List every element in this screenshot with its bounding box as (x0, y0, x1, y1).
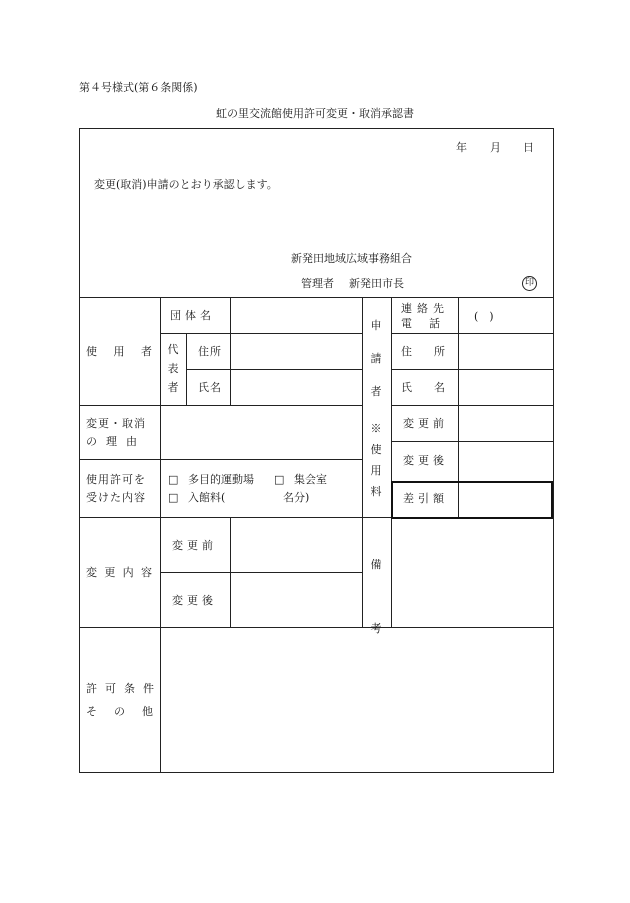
manager-label: 管理者 (301, 277, 334, 290)
option-meeting-room: 集会室 (294, 473, 327, 486)
divider-address-row (186, 369, 362, 370)
fee-before-label: 変更前 (403, 417, 448, 430)
applicant-label: 申請者 (370, 319, 382, 398)
option-entry-fee: 入館料( (188, 491, 226, 504)
organization-name: 新発田地域広域事務組合 (291, 252, 412, 265)
seal-icon: 印 (522, 276, 537, 291)
col-user-value (230, 297, 231, 406)
user-address-label: 住所 (198, 345, 222, 358)
user-name-label: 氏名 (198, 381, 222, 394)
permit-content-line2: 受けた内容 (86, 491, 146, 504)
conditions-label-line2: その他 (86, 705, 170, 718)
divider-contact-row (391, 333, 553, 334)
divider-approval (79, 297, 553, 298)
group-name-label: 団体名 (170, 309, 215, 322)
representative-label: 代表者 (167, 343, 179, 394)
checkbox-sports-field[interactable]: □ (168, 473, 179, 486)
change-content-label: 変 更 内 容 (86, 566, 152, 579)
change-after-label: 変更後 (172, 594, 217, 607)
applicant-address-label: 住所 (401, 345, 467, 358)
col-middle-right (391, 297, 392, 628)
form-frame (79, 128, 554, 773)
checkbox-meeting-room[interactable]: □ (274, 473, 285, 486)
col-middle-left (362, 297, 363, 628)
form-number: 第４号様式(第６条関係) (79, 81, 198, 94)
col-rep-label (186, 333, 187, 406)
change-before-label: 変更前 (172, 539, 217, 552)
fee-after-label: 変更後 (403, 454, 448, 467)
reason-label-line1: 変更・取消 (86, 417, 146, 430)
manager-name: 新発田市長 (349, 277, 404, 290)
checkbox-entry-fee[interactable]: □ (168, 491, 179, 504)
date-month: 月 (490, 141, 501, 154)
divider-applicant-section (391, 405, 553, 406)
divider-change-content (160, 572, 362, 573)
divider-fee-before (391, 441, 553, 442)
divider-conditions (79, 627, 553, 628)
option-sports-field: 多目的運動場 (188, 473, 254, 486)
date-day: 日 (523, 141, 534, 154)
col-user-label (160, 297, 161, 407)
page-title: 虹の里交流館使用許可変更・取消承認書 (216, 107, 414, 120)
reason-label-line2: の理由 (86, 435, 146, 448)
date-year: 年 (456, 141, 467, 154)
fee-label: ※使用料 (370, 422, 382, 498)
remarks-label: 備考 (370, 558, 382, 635)
approval-statement: 変更(取消)申請のとおり承認します。 (94, 178, 278, 191)
divider-group-row (160, 333, 362, 334)
fee-difference-label: 差引額 (403, 492, 448, 505)
user-label: 使 用 者 (86, 345, 152, 358)
phone-parens: ( ) (474, 310, 494, 323)
col-change-value (230, 517, 231, 628)
divider-user-section (79, 405, 362, 406)
permit-content-line1: 使用許可を (86, 473, 146, 486)
phone-label: 電話 (401, 317, 457, 330)
divider-reason (79, 459, 362, 460)
option-entry-fee-unit: 名分) (283, 491, 310, 504)
contact-label: 連絡先 (401, 302, 449, 315)
conditions-label-line1: 許可条件 (86, 682, 162, 695)
divider-applicant-address-row (391, 369, 553, 370)
applicant-name-label: 氏名 (401, 381, 467, 394)
